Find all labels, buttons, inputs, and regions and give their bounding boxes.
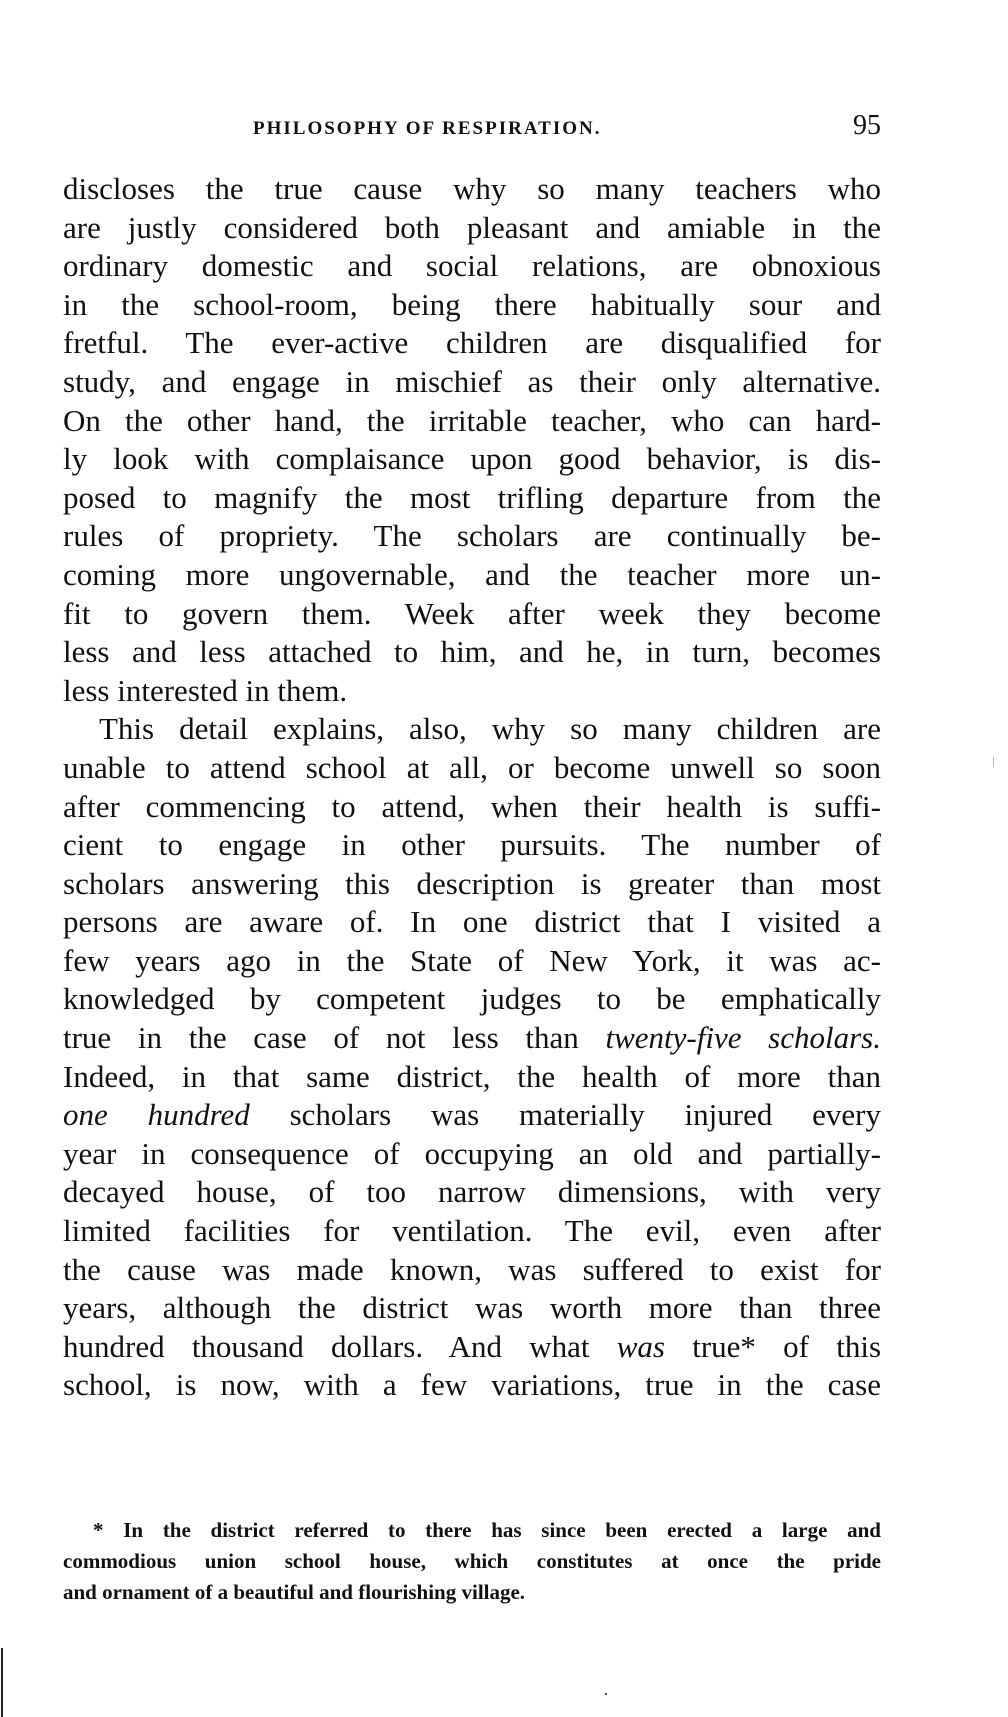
text-line: rules of propriety. The scholars are continually be- bbox=[63, 518, 881, 554]
text-line bbox=[63, 1019, 881, 1058]
text-line: discloses the true cause why so many teachers who bbox=[63, 171, 881, 206]
text-line: scholars answering this description is greater than most bbox=[63, 865, 881, 901]
text-line: year in consequence of occupying an old and partially- bbox=[63, 1135, 881, 1171]
text-line: years, although the district was worth more than three bbox=[63, 1290, 881, 1326]
text-line: few years ago in the State of New York, it was ac- bbox=[63, 942, 881, 978]
scan-speck bbox=[605, 1693, 607, 1695]
page-number: 95 bbox=[853, 110, 881, 141]
text-line: fit to govern them. Week after week they become bbox=[63, 595, 881, 631]
text-line: study, and engage in mischief as their only alternative. bbox=[63, 363, 881, 399]
text-line: decayed house, of too narrow dimensions, with very bbox=[63, 1174, 881, 1210]
text-line: ly look with complaisance upon good behavior, is dis- bbox=[63, 441, 881, 477]
scan-edge-line bbox=[1, 1648, 3, 1717]
footnote-reference: true* of this bbox=[665, 1328, 882, 1364]
footnote bbox=[63, 1515, 881, 1608]
text-line bbox=[63, 1096, 881, 1135]
emphasis-text: was bbox=[616, 1328, 665, 1364]
text-line: On the other hand, the irritable teacher, who can hard- bbox=[63, 402, 881, 438]
text-line: ordinary domestic and social relations, are obnoxious bbox=[63, 248, 881, 284]
footnote-line: and ornament of a beautiful and flourishing village. bbox=[63, 1580, 526, 1604]
text-line: coming more ungovernable, and the teacher more un- bbox=[63, 556, 881, 592]
text-run: hundred thousand dollars. And what bbox=[63, 1328, 617, 1364]
paragraph-end-line: less interested in them. bbox=[63, 672, 348, 708]
text-line: school, is now, with a few variations, true in the case bbox=[63, 1367, 881, 1403]
running-title: PHILOSOPHY OF RESPIRATION. bbox=[253, 118, 602, 139]
page-header bbox=[63, 110, 881, 146]
text-run: scholars was materially injured every bbox=[249, 1097, 882, 1133]
text-line: after commencing to attend, when their health is suffi- bbox=[63, 788, 881, 824]
footnote-line: * In the district referred to there has since been erected a large and bbox=[93, 1518, 881, 1542]
footnote-line: commodious union school house, which constitutes at once the pride bbox=[63, 1549, 881, 1573]
text-line: in the school-room, being there habitually sour and bbox=[63, 286, 881, 322]
text-line: are justly considered both pleasant and amiable in the bbox=[63, 209, 881, 245]
scan-margin-mark bbox=[993, 757, 994, 767]
text-line: fretful. The ever-active children are disqualified for bbox=[63, 325, 881, 361]
text-line: unable to attend school at all, or become unwell so soon bbox=[63, 749, 881, 785]
text-run: true in the case of not less than bbox=[63, 1020, 606, 1056]
text-line: the cause was made known, was suffered to exist for bbox=[63, 1251, 881, 1287]
emphasis-text: one hundred bbox=[63, 1097, 250, 1133]
text-line: Indeed, in that same district, the health of more than bbox=[63, 1058, 881, 1094]
text-line: posed to magnify the most trifling departure from the bbox=[63, 479, 881, 515]
body-text bbox=[63, 170, 881, 1405]
text-line bbox=[63, 1328, 881, 1367]
emphasis-text: twenty-five scholars. bbox=[605, 1020, 881, 1056]
text-line: limited facilities for ventilation. The evil, even after bbox=[63, 1213, 881, 1249]
text-line: less and less attached to him, and he, in turn, becomes bbox=[63, 634, 881, 670]
text-line: persons are aware of. In one district that I visited a bbox=[63, 904, 881, 940]
text-line: knowledged by competent judges to be emphatically bbox=[63, 981, 881, 1017]
paragraph-start-line: This detail explains, also, why so many children are bbox=[99, 711, 881, 747]
text-line: cient to engage in other pursuits. The number of bbox=[63, 827, 881, 863]
